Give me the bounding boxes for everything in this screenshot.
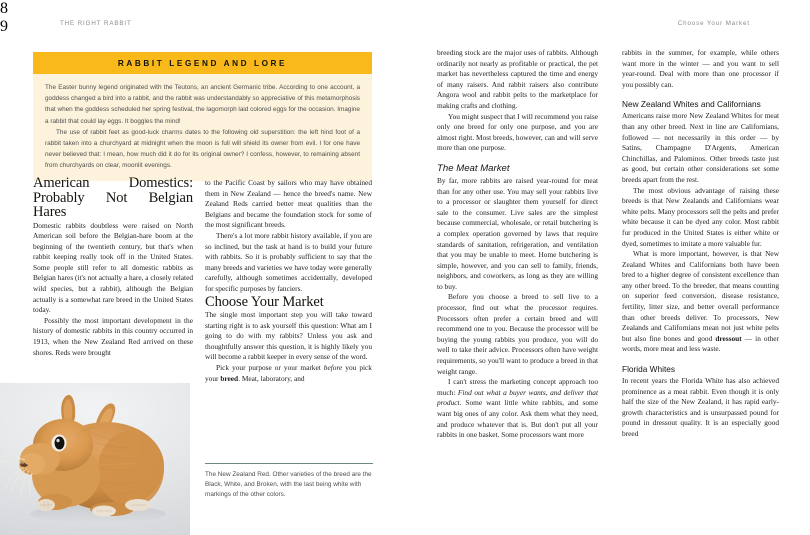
- body-paragraph: There's a lot more rabbit history available, if you are so inclined, but the task at hand is to build your future with rabbits. So it is probably sufficient to say that the many breeds and varieties we have today were generally carefully, although sometimes accidentally, developed for specific purposes by fanciers.: [205, 230, 372, 293]
- page-number-right: 9: [0, 18, 8, 35]
- subheading-florida-whites: Florida Whites: [622, 364, 676, 375]
- photo-caption-block: [205, 463, 373, 500]
- section-heading-american-domestics: American Domestics: Probably Not Belgian Hares: [33, 175, 193, 220]
- sidebar-paragraph: The use of rabbit feet as good-luck charms dates to the following old superstition: the left hind foot of a rabbit taken into a churchyard at midnight when the moon is full will shield its owner from evil. I for one have never believed that: I mean, how much did it do for its original owner? I confess, however, to remaining absent from churchyards on clear, moonlit evenings.: [45, 128, 360, 170]
- sidebar-body: [33, 74, 372, 181]
- subheading-the-meat-market: The Meat Market: [437, 162, 510, 174]
- paragraph-term: dressout: [715, 333, 742, 343]
- text-column-right-2: [622, 48, 779, 440]
- paragraph-emphasis: Find out what a buyer wants, and deliver that product.: [437, 387, 598, 408]
- body-paragraph: Domestic rabbits doubtless were raised on North American soil before the Belgian-hare boom at the beginning of the twentieth century, but that's when rabbit keeping really took off in the United States. Some people still refer to all domestic rabbits as Belgian hares (it's not actually a hare, a closely related wild species, but a rabbit), although the Belgian actually is a somewhat rare breed in the United States today.: [33, 220, 193, 315]
- body-paragraph: The most obvious advantage of raising these breeds is that New Zealands and Californians wear white pelts. Many processors sell the pelts and prefer white because it can be dyed any color. Most rabbit fur produced in the United States is either white or dyed, sometimes to imitate a more valuable fur.: [622, 185, 779, 248]
- page-number-left: 8: [0, 0, 8, 17]
- body-paragraph: Pick your purpose or your market before you pick your breed. Meat, laboratory, and: [205, 363, 372, 383]
- rabbit-illustration: [0, 383, 190, 535]
- text-column-left-2: [205, 178, 372, 384]
- body-paragraph: You might suspect that I will recommend you raise only one breed for only one purpose, and you are almost right. Most breeds, however, can and will serve more than one purpose.: [437, 111, 598, 153]
- body-paragraph: By far, more rabbits are raised year-round for meat than for any other use. You may sell your rabbits live to a processor or slaughter them yourself for direct sale to the consumer. Live sales are the simplest because commercial, wholesale, or retail butchering is a complex operation governed by laws that require standards of sanitation, refrigeration, and ventilation that you may be unable to meet. Home butchering is simple, however, and you can sell to family, friends, neighbors, and coworkers, as long as they are willing to buy.: [437, 175, 598, 291]
- section-heading-choose-your-market: Choose Your Market: [205, 293, 324, 310]
- body-paragraph: The single most important step you will take toward starting right is to ask yourself this question: What am I going to do with my rabbits? Unless you ask and thoughtfully answer this question, it is highly likely you will become a rabbit keeper in every sense of the word.: [205, 310, 372, 362]
- sidebar-title: RABBIT LEGEND AND LORE: [117, 58, 288, 68]
- paragraph-lead: What is more important, however, is that New Zealand Whites and Californians both have been bred to a higher degree of consistent excellence than any other breed. To the breeder, that means counting on superior feed conversion, disease resistance, fertility, litter size, and better overall performance than other breeds deliver. To processors, New Zealands and Californians mean not just white pelts but also fine bones and good: [622, 249, 779, 343]
- rabbit-photo: [0, 383, 190, 535]
- body-paragraph: In recent years the Florida White has also achieved prominence as a meat rabbit. Even though it is only half the size of the New Zealand, it has rapid early-growth characteristics and is unsurpassed pound for pound in dressout quality. It is an especially good breed: [622, 376, 779, 438]
- paragraph-tail: Some want little white rabbits, and some want big ones of any color. Ask them what they need, and produce whatever that is. But don't put all your rabbits in one basket. Some processors want more: [437, 398, 598, 440]
- body-paragraph: rabbits in the summer, for example, while others want more in the winter — and you want to sell year-round. Deal with more than one processor if you possibly can.: [622, 48, 779, 89]
- body-paragraph: Before you choose a breed to sell live to a processor, find out what the processor requires. Processors often prefer a certain breed and will recommend one to you. Because the processor will be buying the young rabbits you produce, you will do well to take their advice. Processors often have weight requirements, so you'll want to produce a breed in that weight range.: [437, 292, 598, 376]
- body-paragraph: [437, 377, 598, 441]
- running-head-right: Choose Your Market: [677, 20, 750, 27]
- body-paragraph: [622, 249, 779, 355]
- body-paragraph: Possibly the most important development in the history of domestic rabbits in this country occurred in 1913, when the New Zealand Red arrived on these shores. Reds were brought: [33, 315, 193, 357]
- paragraph-tail: — in other words, more meat and less waste.: [622, 333, 779, 354]
- running-head-left: THE RIGHT RABBIT: [60, 20, 132, 27]
- text-column-left-1: [33, 176, 193, 358]
- sidebar-box-rabbit-legend-and-lore: [33, 52, 372, 181]
- text-column-right-1: [437, 48, 598, 441]
- paragraph-lead: I can't stress the marketing concept approach too much:: [437, 377, 598, 397]
- body-paragraph: to the Pacific Coast by sailors who may have obtained them in New Zealand — hence the breed's name. New Zealand Reds carried better meat qualities than the Belgians and became the foundation stock for some of the most significant breeds.: [205, 178, 372, 230]
- sidebar-paragraph: The Easter bunny legend originated with the Teutons, an ancient Germanic tribe. According to one account, a goddess changed a bird into a rabbit, and the rabbit was understandably so appreciative of this metamorphosis that when the goddess scheduled her spring festival, the lagomorph laid colored eggs for the occasion. Imagine a rabbit that could lay eggs. It boggles the mind!: [45, 84, 360, 125]
- subheading-new-zealand-whites-and-californians: New Zealand Whites and Californians: [622, 99, 761, 110]
- caption-rule: [205, 463, 373, 464]
- photo-caption-text: The New Zealand Red. Other varieties of the breed are the Black, White, and Broken, with the last being white with markings of the other colors.: [205, 471, 372, 498]
- body-paragraph: Americans raise more New Zealand Whites for meat than any other breed. Next in line are Californians, followed — not necessarily in this order — by Satins, Champagne D'Argents, American Chinchillas, and Palominos. Other breeds taste just as good, but certain other considerations set some breeds apart from the rest.: [622, 111, 779, 184]
- sidebar-title-bar: [33, 52, 372, 74]
- body-paragraph: breeding stock are the major uses of rabbits. Although ordinarily not nearly as profitable or practical, the pet market has nevertheless captured the time and energy of many raisers. And rabbit raisers also contribute Angora wool and rabbit pelts to the marketplace for making crafts and clothing.: [437, 48, 598, 110]
